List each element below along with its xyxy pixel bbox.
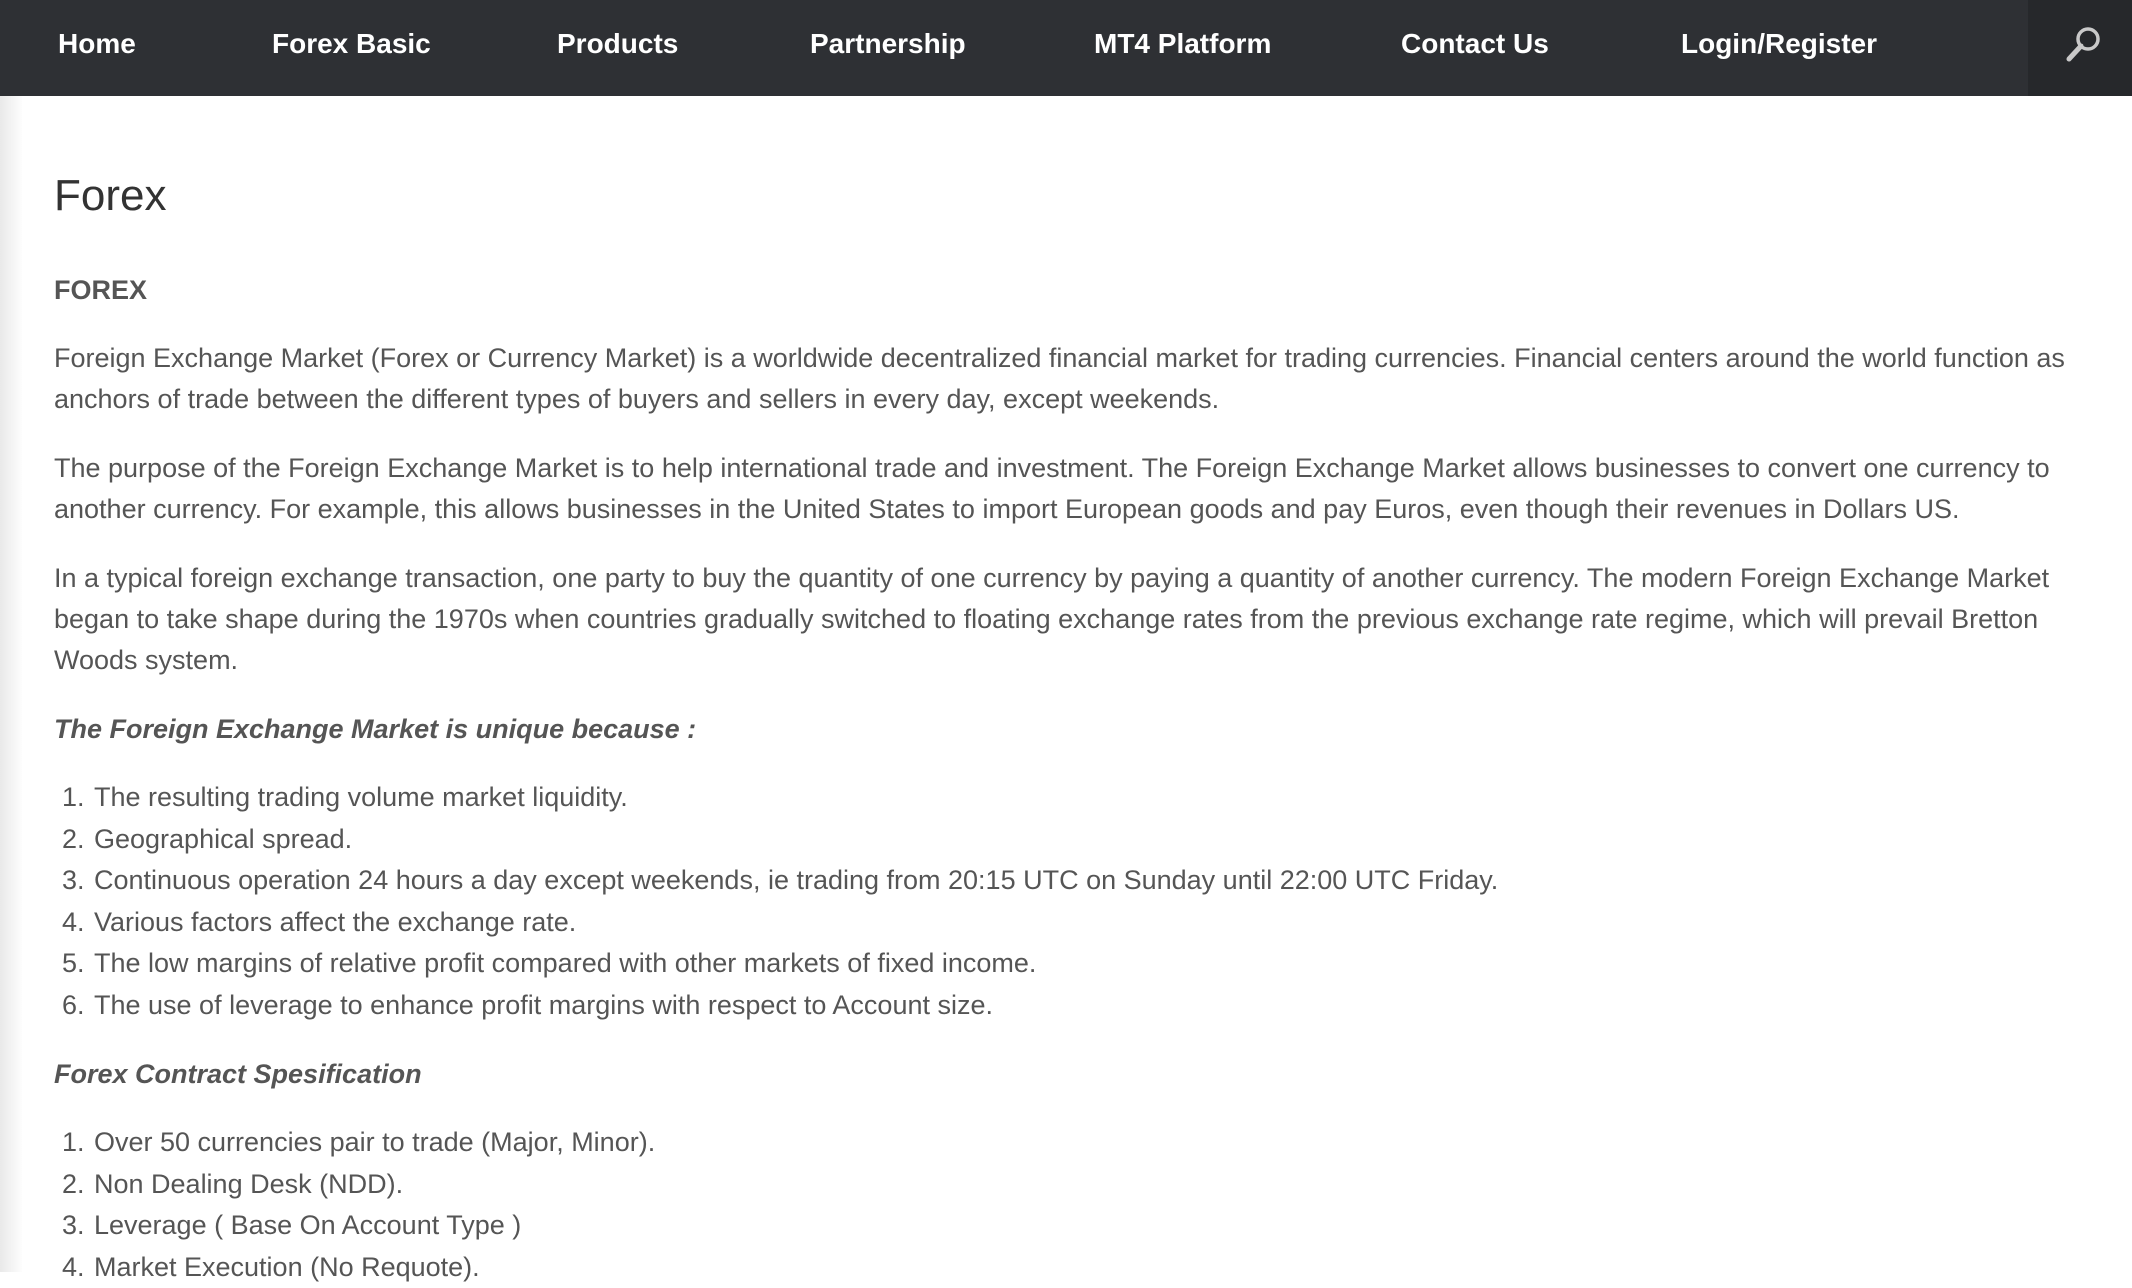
nav-item-partnership[interactable]: Partnership (810, 0, 966, 88)
paragraph-purpose: The purpose of the Foreign Exchange Market is to help international trade and investment. The Foreign Exchange Market allows businesses to convert one currency to another currency. For example, this allows businesses in the United States to import European goods and pay Euros, even though their revenues in Dollars US. (54, 448, 2084, 530)
nav-item-mt4-platform[interactable]: MT4 Platform (1094, 0, 1271, 88)
nav-item-login-register[interactable]: Login/Register (1681, 0, 1877, 88)
list-item: 1. Over 50 currencies pair to trade (Major, Minor). (92, 1122, 2084, 1164)
unique-list (54, 777, 2084, 1026)
top-navigation-bar (0, 0, 2132, 96)
list-item: 5. The low margins of relative profit compared with other markets of fixed income. (92, 943, 2084, 985)
list-item: 4. Various factors affect the exchange rate. (92, 902, 2084, 944)
nav-item-products[interactable]: Products (557, 0, 678, 88)
section-heading: FOREX (54, 270, 2084, 310)
list-item: 6. The use of leverage to enhance profit margins with respect to Account size. (92, 985, 2084, 1027)
list-item: 3. Leverage ( Base On Account Type ) (92, 1205, 2084, 1247)
page-edge-shadow (0, 96, 22, 1272)
contract-list (54, 1122, 2084, 1288)
paragraph-definition: Foreign Exchange Market (Forex or Currency Market) is a worldwide decentralized financial market for trading currencies. Financial centers around the world function as anchors of trade between the different types of buyers and sellers in every day, except weekends. (54, 338, 2084, 420)
page-title: Forex (54, 160, 2084, 232)
main-content (54, 160, 2084, 1288)
list-item: 4. Market Execution (No Requote). (92, 1247, 2084, 1288)
paragraph-transaction: In a typical foreign exchange transaction, one party to buy the quantity of one currency by paying a quantity of another currency. The modern Foreign Exchange Market began to take shape during the 1970s when countries gradually switched to floating exchange rates from the previous exchange rate regime, which will prevail Bretton Woods system. (54, 558, 2084, 681)
unique-heading: The Foreign Exchange Market is unique because : (54, 709, 2084, 749)
list-item: 3. Continuous operation 24 hours a day except weekends, ie trading from 20:15 UTC on Sunday until 22:00 UTC Friday. (92, 860, 2084, 902)
list-item: 2. Geographical spread. (92, 819, 2084, 861)
contract-heading: Forex Contract Spesification (54, 1054, 2084, 1094)
nav-item-forex-basic[interactable]: Forex Basic (272, 0, 431, 88)
nav-item-contact-us[interactable]: Contact Us (1401, 0, 1549, 88)
search-button[interactable] (2028, 0, 2132, 96)
list-item: 2. Non Dealing Desk (NDD). (92, 1164, 2084, 1206)
search-icon (2064, 24, 2104, 64)
list-item: 1. The resulting trading volume market liquidity. (92, 777, 2084, 819)
nav-item-home[interactable]: Home (58, 0, 136, 88)
